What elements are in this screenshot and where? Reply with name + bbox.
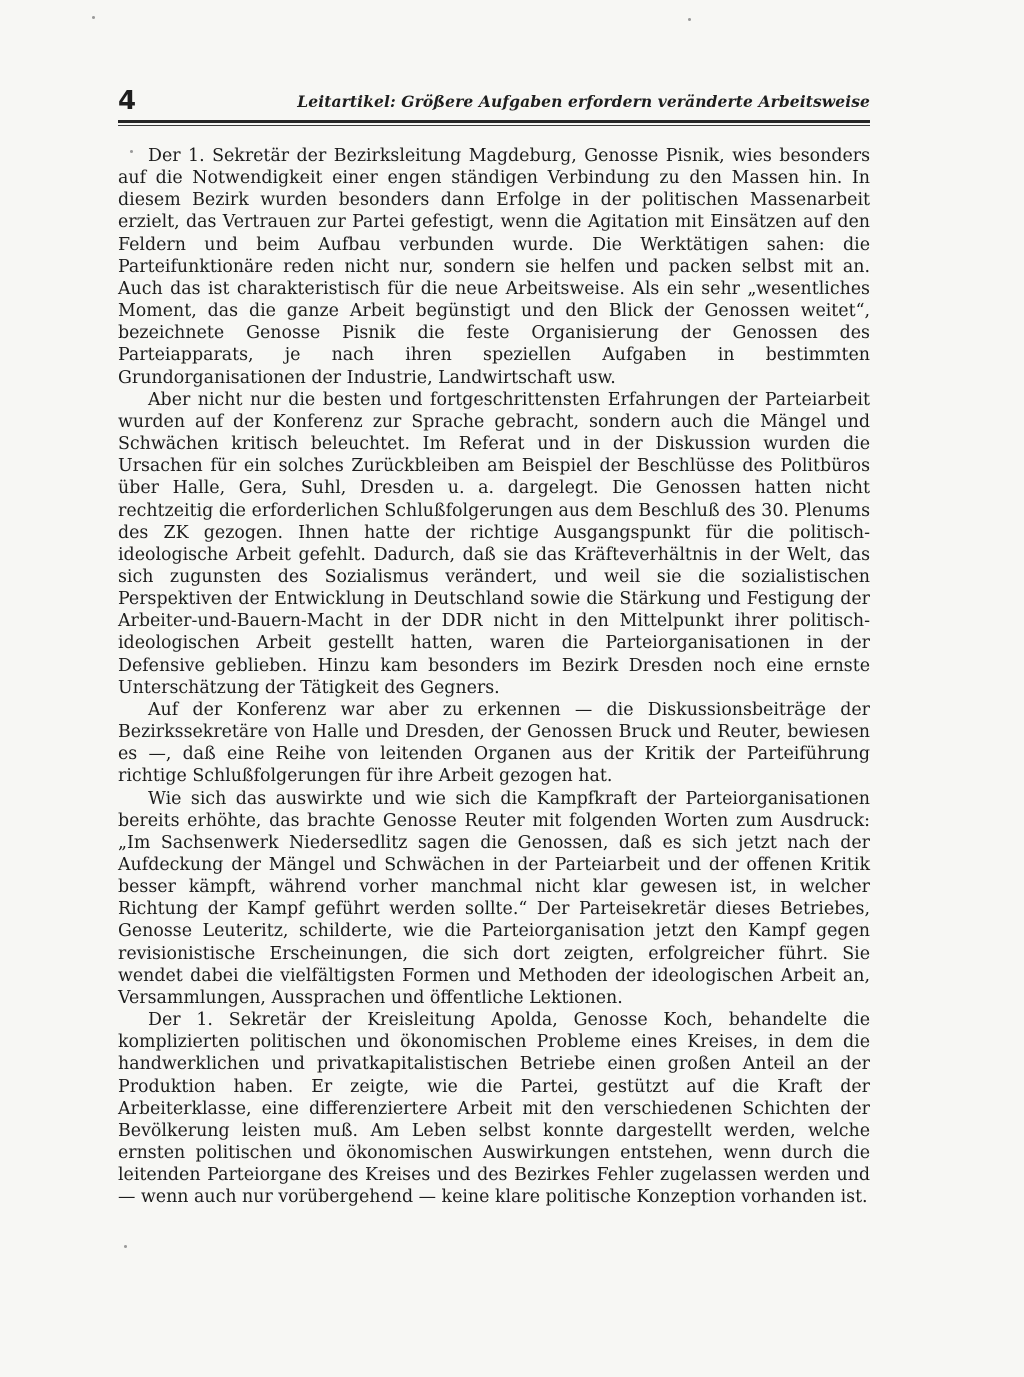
header-rule-thin [118,125,870,126]
scan-speck [130,150,133,153]
scan-speck [124,1245,127,1248]
paragraph-4: Wie sich das auswirkte und wie sich die Kampfkraft der Parteiorganisationen bereits erhöhte, das brachte Genosse Reuter mit folgenden Worten zum Ausdruck: „Im Sachsenwerk Niedersedlitz sagen die Genossen, daß es sich jetzt nach der Aufdeckung der Mängel und Schwächen in der Parteiarbeit und der offenen Kritik besser kämpft, während vorher manchmal nicht klar gewesen ist, in welcher Richtung der Kampf geführt werden sollte.“ Der Parteisekretär dieses Betriebes, Genosse Leuteritz, schilderte, wie die Parteiorganisation jetzt den Kampf gegen revisionistische Erscheinungen, die sich dort zeigten, erfolgreicher führt. Sie wendet dabei die vielfältigsten Formen und Methoden der ideologischen Arbeit an, Versammlungen, Aussprachen und öffentliche Lektionen. [118,788,870,1008]
page-header [118,86,870,126]
paragraph-1: Der 1. Sekretär der Bezirksleitung Magdeburg, Genosse Pisnik, wies besonders auf die Notwendigkeit einer engen ständigen Verbindung zu den Massen hin. In diesem Bezirk wurden besonders dann Erfolge in der politischen Massenarbeit erzielt, das Vertrauen zur Partei gefestigt, wenn die Agitation mit Einsätzen auf den Feldern und beim Aufbau verbunden wurde. Die Werktätigen sahen: die Parteifunktionäre reden nicht nur, sondern sie helfen und packen selbst mit an. Auch das ist charakteristisch für die neue Arbeitsweise. Als ein sehr „wesentliches Moment, das die ganze Arbeit begünstigt und den Blick der Genossen weitet“, bezeichnete Genosse Pisnik die feste Organisierung der Genossen des Parteiapparats, je nach ihren speziellen Aufgaben in bestimmten Grundorganisationen der Industrie, Landwirtschaft usw. [118,146,870,388]
paragraph-2: Aber nicht nur die besten und fortgeschrittensten Erfahrungen der Parteiarbeit wurden auf der Konferenz zur Sprache gebracht, sondern auch die Mängel und Schwächen kritisch beleuchtet. Im Referat und in der Diskussion wurden die Ursachen für ein solches Zurückbleiben am Beispiel der Beschlüsse des Politbüros über Halle, Gera, Suhl, Dresden u. a. dargelegt. Die Genossen hatten nicht rechtzeitig die erforderlichen Schlußfolgerungen aus dem Beschluß des 30. Plenums des ZK gezogen. Ihnen hatte der richtige Ausgangspunkt für die politisch-ideologische Arbeit gefehlt. Dadurch, daß sie das Kräfteverhältnis in der Welt, das sich zugunsten des Sozialismus verändert, und weil sie die sozialistischen Perspektiven der Entwicklung in Deutschland sowie die Stärkung und Festigung der Arbeiter-und-Bauern-Macht in der DDR nicht in den Mittelpunkt ihrer politisch-ideologischen Arbeit gestellt hatten, waren die Parteiorganisationen in der Defensive geblieben. Hinzu kam besonders im Bezirk Dresden noch eine ernste Unterschätzung der Tätigkeit des Gegners. [118,389,870,698]
paragraph-3: Auf der Konferenz war aber zu erkennen — die Diskussionsbeiträge der Bezirkssekretäre von Halle und Dresden, der Genossen Bruck und Reuter, bewiesen es —, daß eine Reihe von leitenden Organen aus der Kritik der Parteiführung richtige Schlußfolgerungen für ihre Arbeit gezogen hat. [118,699,870,787]
paragraph-5: Der 1. Sekretär der Kreisleitung Apolda, Genosse Koch, behandelte die komplizierten politischen und ökonomischen Probleme eines Kreises, in dem die handwerklichen und privatkapitalistischen Betriebe einen großen Anteil an der Produktion haben. Er zeigte, wie die Partei, gestützt auf die Kraft der Arbeiterklasse, eine differenziertere Arbeit mit den verschiedenen Schichten der Bevölkerung leisten muß. Am Leben selbst konnte dargestellt werden, welche ernsten politischen und ökonomischen Auswirkungen entstehen, wenn durch die leitenden Parteiorgane des Kreises und des Bezirkes Fehler zugelassen werden und — wenn auch nur vorübergehend — keine klare politische Konzeption vorhanden ist. [118,1010,870,1208]
article-body [118,145,870,1209]
page-number: 4 [118,86,137,116]
running-title: Leitartikel: Größere Aufgaben erfordern veränderte Arbeitsweise [297,92,870,111]
scan-speck [92,16,95,19]
header-rule-thick [118,120,870,123]
scan-speck [688,18,691,21]
